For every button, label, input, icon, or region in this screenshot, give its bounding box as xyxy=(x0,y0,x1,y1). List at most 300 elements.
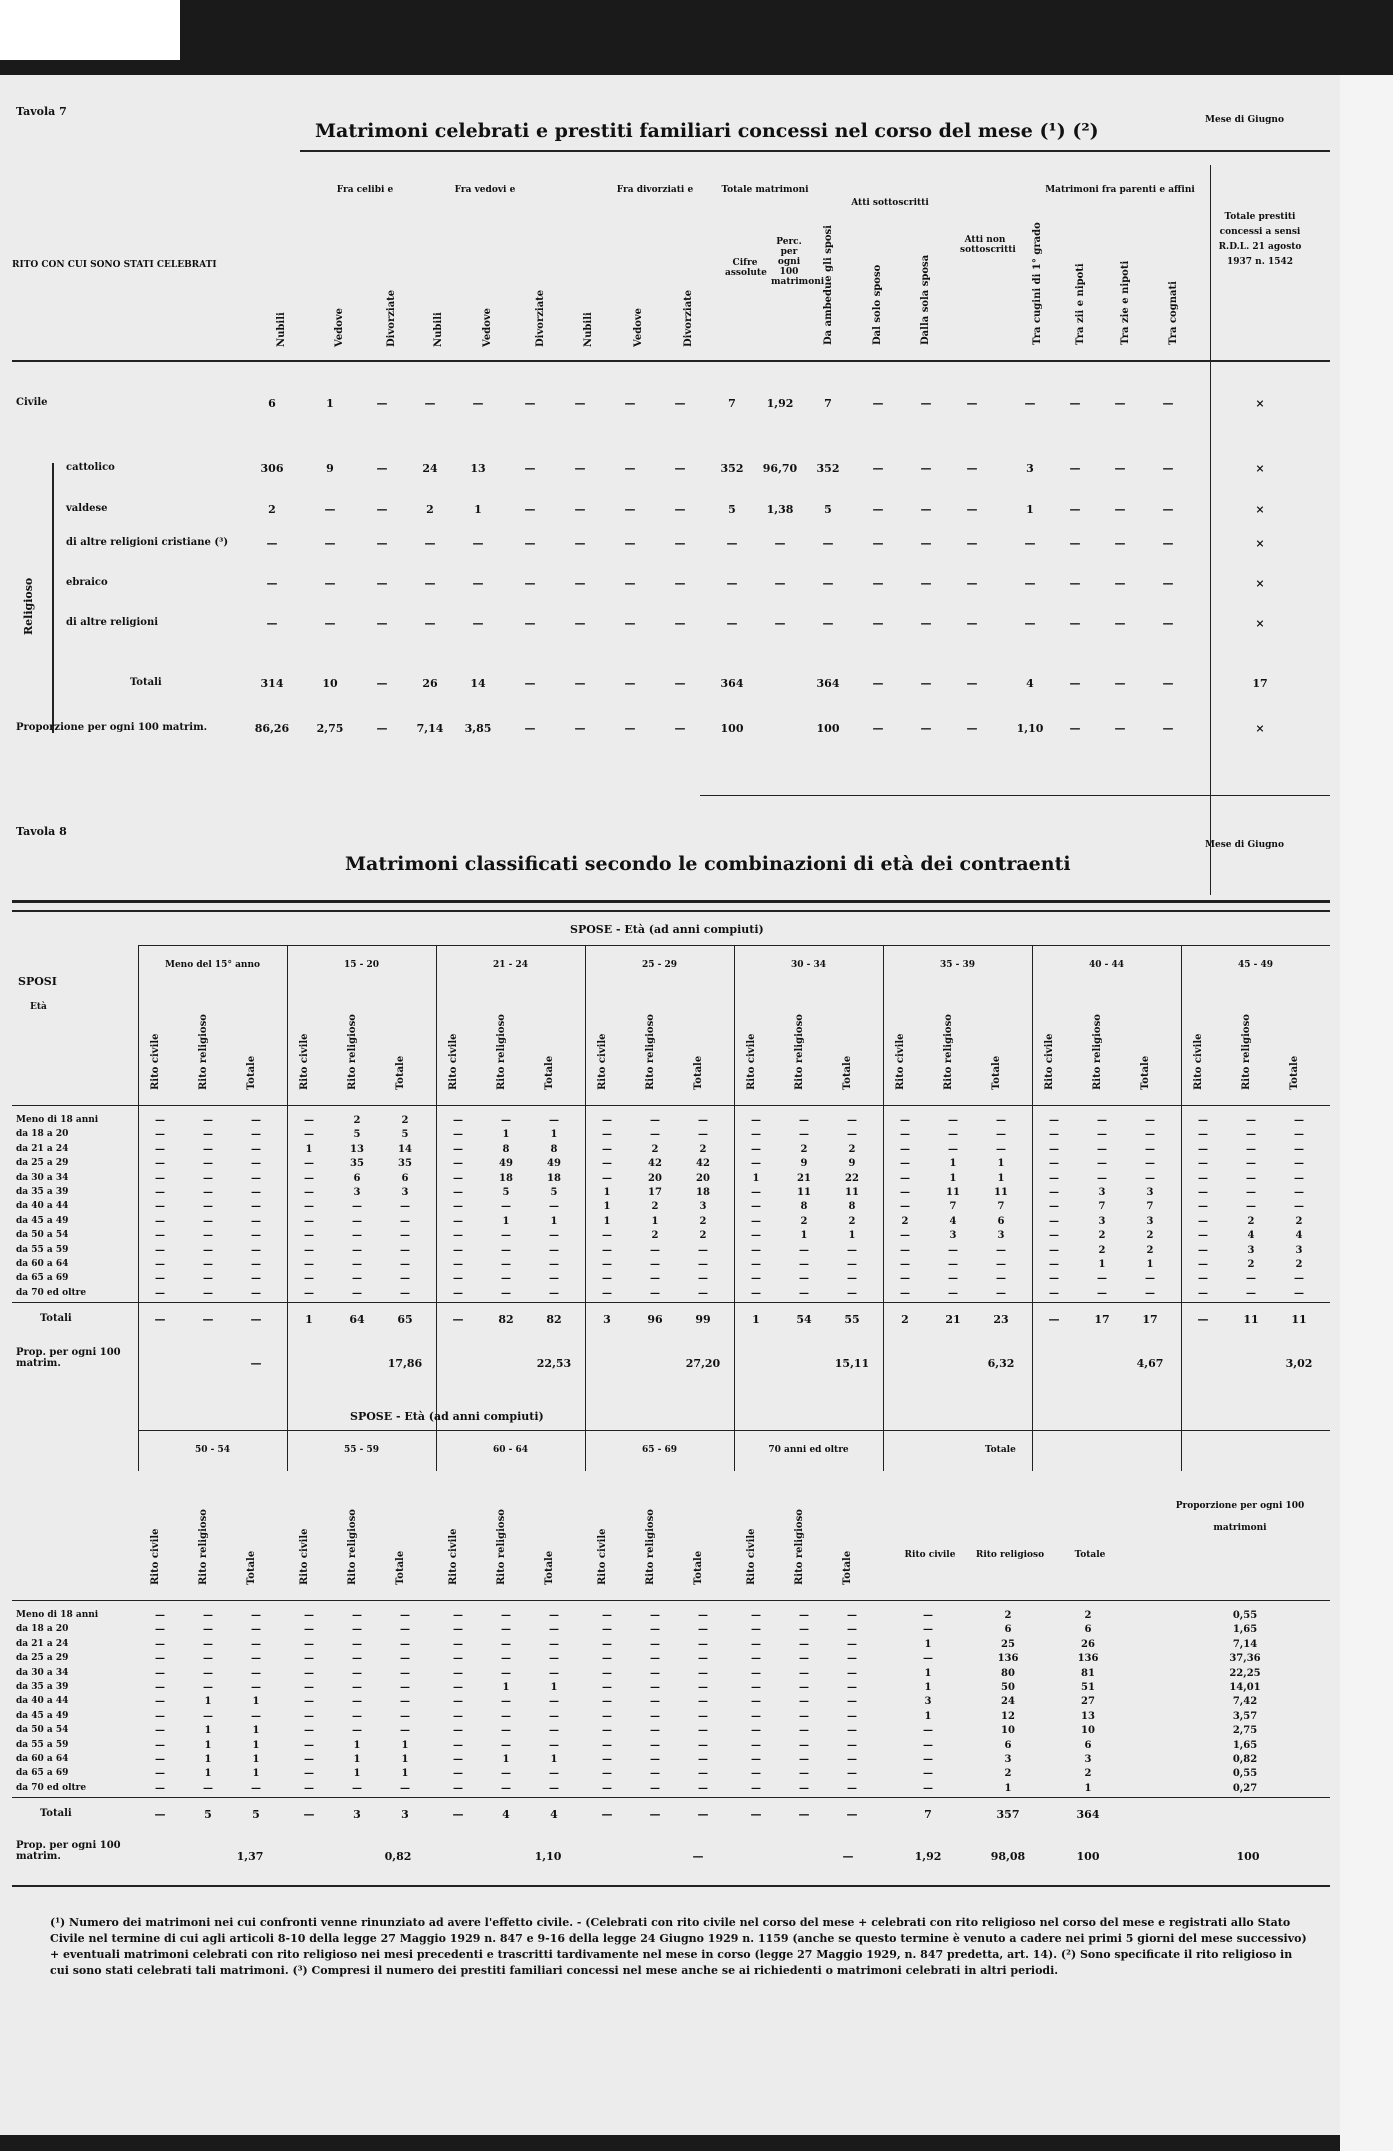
t8-sub-header-2: Totale xyxy=(842,1550,853,1585)
t7-cell: — xyxy=(920,722,932,735)
t8-top-cell: — xyxy=(352,1273,362,1285)
t8-top-cell: — xyxy=(751,1244,761,1256)
t8-top-total: 82 xyxy=(546,1313,562,1326)
t8-top-cell: — xyxy=(1198,1172,1208,1184)
t8-top-total: 2 xyxy=(901,1313,909,1326)
t8-bot-cell: — xyxy=(923,1653,933,1665)
t7-cell: — xyxy=(574,462,586,475)
t7-cell: 2 xyxy=(426,503,434,516)
t8-bot-cell: — xyxy=(847,1696,857,1708)
t8-top-cell: — xyxy=(251,1287,261,1299)
t8-bot-cell: — xyxy=(799,1782,809,1794)
t8-top-total: 65 xyxy=(397,1313,413,1326)
t8-top-cell: — xyxy=(847,1115,857,1126)
t8-sub-header-2: Rito religioso xyxy=(496,1509,507,1585)
t7-cell: — xyxy=(774,577,786,590)
t8-top-cell: — xyxy=(847,1244,857,1256)
t8-top-cell: — xyxy=(251,1244,261,1256)
t8-bot-cell: — xyxy=(751,1782,761,1794)
t8-top-cell: 2 xyxy=(848,1215,856,1227)
t8-bot-cell: — xyxy=(549,1624,559,1636)
t8-top-cell: 3 xyxy=(353,1187,361,1198)
t8-top-cell: 1 xyxy=(603,1215,611,1227)
t8-sub-header: Totale xyxy=(1140,1055,1151,1090)
t8-top-total: — xyxy=(154,1313,166,1326)
t7-col-divider xyxy=(1210,165,1211,895)
t7-cell: 1 xyxy=(474,503,482,516)
t8-bot-cell: 7,42 xyxy=(1232,1696,1258,1708)
t8-top-cell: — xyxy=(1049,1143,1059,1155)
t8-bot-cell: — xyxy=(923,1754,933,1765)
t8-bot-cell: — xyxy=(799,1696,809,1708)
t8-top-cell: — xyxy=(900,1115,910,1126)
t8-sposi-label: SPOSI xyxy=(18,975,57,988)
t7-cell: — xyxy=(376,577,388,590)
t8-bot-cell: 1 xyxy=(502,1754,510,1765)
t8-top-cell: — xyxy=(948,1259,958,1270)
t8-sub-header: Rito religioso xyxy=(347,1014,358,1090)
t8-top-cell: — xyxy=(400,1215,410,1227)
t7-cell: — xyxy=(524,462,536,475)
t8-bot-cell: 1,65 xyxy=(1232,1624,1258,1636)
t8-top-cell: 1 xyxy=(800,1230,808,1242)
t8-bot-cell: 81 xyxy=(1081,1667,1095,1679)
t7-cell: — xyxy=(674,397,686,410)
t8-bot-cell: — xyxy=(453,1624,463,1636)
t8-top-cell: — xyxy=(799,1115,809,1126)
t8-top-cell: — xyxy=(501,1287,511,1299)
t7-cell: — xyxy=(920,577,932,590)
t8-sub-header: Rito religioso xyxy=(1092,1014,1103,1090)
t8-top-cell: — xyxy=(549,1115,559,1126)
t7-sub-10: Cifre assolute xyxy=(725,258,767,278)
t8-totals-label: Totali xyxy=(40,1313,72,1324)
t8-sub-header: Rito religioso xyxy=(496,1014,507,1090)
t8-top-cell: — xyxy=(155,1158,165,1170)
t7-cell: — xyxy=(1162,397,1174,410)
t8-top-cell: 11 xyxy=(845,1187,859,1198)
t7-cell: — xyxy=(324,577,336,590)
t8-top-cell: 1 xyxy=(848,1230,856,1242)
t8-top-cell: — xyxy=(453,1273,463,1285)
t8-top-cell: — xyxy=(698,1244,708,1256)
t8-top-total: — xyxy=(1197,1313,1209,1326)
t7-sub-1: Nubili xyxy=(276,312,287,347)
t8-sub-header-2: Rito civile xyxy=(448,1528,459,1585)
t7-cell: 352 xyxy=(720,462,744,475)
t7-cell: — xyxy=(1069,677,1081,690)
t8-top-cell: — xyxy=(251,1115,261,1126)
t7-cell: 96,70 xyxy=(762,462,798,475)
t8-top-cell: — xyxy=(304,1259,314,1270)
t7-bottom-rule xyxy=(12,900,1330,903)
t7-cell: 7 xyxy=(824,397,832,410)
t7-row-label: cattolico xyxy=(66,462,115,473)
t8-top-cell: — xyxy=(1294,1143,1304,1155)
t8-top-cell: — xyxy=(847,1287,857,1299)
t8-bot-cell: 1 xyxy=(204,1739,212,1751)
t8-top-total: 17 xyxy=(1094,1313,1110,1326)
t8-top-cell: — xyxy=(602,1259,612,1270)
t8-age-group-2: 60 - 64 xyxy=(492,1445,529,1455)
t7-row-label: di altre religioni xyxy=(66,617,159,628)
t7-cell: — xyxy=(424,617,436,630)
t8-bot-cell: 2 xyxy=(1004,1610,1012,1621)
t8-bot-cell: — xyxy=(923,1768,933,1780)
t8-top-cell: 3 xyxy=(1146,1215,1154,1227)
t8-top-cell: 2 xyxy=(1295,1215,1303,1227)
t7-cell: — xyxy=(472,537,484,550)
t8-top-cell: — xyxy=(352,1201,362,1213)
t8-bot-cell: — xyxy=(650,1682,660,1693)
t8-top-cell: — xyxy=(1246,1172,1256,1184)
t7-sub-12: Da ambedue gli sposi xyxy=(823,225,834,345)
t8-bot-cell: 14,01 xyxy=(1229,1682,1261,1693)
t8-top-cell: 5 xyxy=(401,1129,409,1141)
t8-top-cell: 1 xyxy=(949,1158,957,1170)
t8-top-cell: — xyxy=(1145,1158,1155,1170)
t7-sub-13: Dal solo sposo xyxy=(872,264,883,345)
t8-top-cell: — xyxy=(1246,1187,1256,1198)
t8-top-cell: 22 xyxy=(845,1172,859,1184)
document-page xyxy=(0,75,1340,2135)
t8-top-cell: — xyxy=(251,1172,261,1184)
t8-bot-cell: — xyxy=(501,1768,511,1780)
t8-bot-cell: — xyxy=(698,1653,708,1665)
t8-bot-cell: 50 xyxy=(1001,1682,1015,1693)
t8-top-cell: — xyxy=(1049,1172,1059,1184)
t8-bot-cell: — xyxy=(453,1725,463,1737)
t8-bot-cell: — xyxy=(698,1624,708,1636)
t8-top-cell: — xyxy=(251,1187,261,1198)
t7-cell: — xyxy=(872,462,884,475)
t8-bot-cell: 12 xyxy=(1001,1710,1015,1722)
t7-cell: — xyxy=(1114,503,1126,516)
t8-top-total: 23 xyxy=(993,1313,1009,1326)
t8-bot-cell: — xyxy=(698,1696,708,1708)
t8-top-cell: — xyxy=(155,1244,165,1256)
t8-top-cell: — xyxy=(203,1201,213,1213)
t8-bot-cell: — xyxy=(847,1624,857,1636)
t8-top-total: 17 xyxy=(1142,1313,1158,1326)
t8-top-cell: — xyxy=(698,1259,708,1270)
t8-top-cell: — xyxy=(1097,1143,1107,1155)
t8-top-cell: — xyxy=(698,1273,708,1285)
t8-top-cell: — xyxy=(1097,1172,1107,1184)
t8-top-cell: — xyxy=(1246,1201,1256,1213)
t7-cell: — xyxy=(376,617,388,630)
t8-top-cell: — xyxy=(1049,1115,1059,1126)
t7-cell: — xyxy=(574,677,586,690)
t8-sub-header-2: Totale xyxy=(246,1550,257,1585)
t8-top-cell: — xyxy=(698,1287,708,1299)
t8-top-header-rule xyxy=(12,1105,1330,1106)
t8-bot-cell: 1 xyxy=(252,1739,260,1751)
t8-top-cell: — xyxy=(501,1244,511,1256)
t7-sub-11: Perc. per ogni 100 matrimoni xyxy=(771,237,825,287)
t8-bot-prop: 100 xyxy=(1076,1850,1100,1863)
t8-top-total: 3 xyxy=(603,1313,611,1326)
t8-bot-cell: — xyxy=(453,1768,463,1780)
t7-row-label: valdese xyxy=(66,503,108,514)
t8-top-cell: — xyxy=(304,1158,314,1170)
t8-bot-cell: 25 xyxy=(1001,1638,1015,1650)
t8-row-label-2: da 70 ed oltre xyxy=(16,1782,87,1793)
t8-top-cell: — xyxy=(900,1129,910,1141)
t8-bot-cell: — xyxy=(799,1739,809,1751)
t7-cell: — xyxy=(1069,722,1081,735)
t8-top-cell: — xyxy=(155,1187,165,1198)
t8-bot-total: — xyxy=(697,1808,709,1821)
t8-top-cell: 2 xyxy=(651,1201,659,1213)
t8-top-cell: — xyxy=(1246,1287,1256,1299)
t8-bot-cell: — xyxy=(799,1624,809,1636)
t8-bot-cell: — xyxy=(501,1710,511,1722)
t7-cell: 14 xyxy=(470,677,486,690)
t8-top-cell: — xyxy=(1145,1115,1155,1126)
t8-top-cell: 6 xyxy=(353,1172,361,1184)
t8-bottom-rule xyxy=(12,1885,1330,1887)
t8-top-cell: 2 xyxy=(651,1143,659,1155)
t8-row-label-2: da 45 a 49 xyxy=(16,1710,69,1721)
t7-cell: — xyxy=(624,722,636,735)
t8-bot-cell: — xyxy=(155,1725,165,1737)
t8-top-total: 55 xyxy=(844,1313,860,1326)
t8-bot-cell: 1 xyxy=(252,1696,260,1708)
t8-bot-cell: — xyxy=(549,1782,559,1794)
t8-top-cell: — xyxy=(304,1244,314,1256)
t8-top-cell: — xyxy=(1049,1287,1059,1299)
t8-bot-cell: — xyxy=(799,1754,809,1765)
t8-bot-cell: — xyxy=(155,1682,165,1693)
t8-group-divider xyxy=(287,946,288,1471)
t8-sub-header: Totale xyxy=(842,1055,853,1090)
t7-cell: — xyxy=(872,397,884,410)
t8-tot-sub: Rito civile xyxy=(904,1550,956,1560)
t7-cell: — xyxy=(524,722,536,735)
t8-top-prop: — xyxy=(250,1357,262,1370)
t8-top-cell: — xyxy=(900,1244,910,1256)
t8-top-cell: — xyxy=(400,1230,410,1242)
t8-top-prop: 22,53 xyxy=(536,1357,572,1370)
t8-bot-cell: 1 xyxy=(353,1754,361,1765)
t8-top-cell: 1 xyxy=(305,1143,313,1155)
t8-top-cell: — xyxy=(549,1259,559,1270)
t8-top-cell: 2 xyxy=(1247,1259,1255,1270)
t8-bot-cell: — xyxy=(501,1782,511,1794)
t8-top-cell: — xyxy=(751,1115,761,1126)
t8-totals-label-2: Totali xyxy=(40,1808,72,1819)
t8-bot-cell: — xyxy=(304,1610,314,1621)
t8-top-cell: — xyxy=(1049,1129,1059,1141)
t8-bot-cell: — xyxy=(751,1624,761,1636)
t8-bot-cell: — xyxy=(549,1653,559,1665)
t7-cell: — xyxy=(1069,397,1081,410)
t8-sub-header: Rito religioso xyxy=(794,1014,805,1090)
t7-cell: — xyxy=(1024,397,1036,410)
t8-top-cell: 35 xyxy=(398,1158,412,1170)
t7-sub-6: Divorziate xyxy=(535,289,546,347)
t8-bot-cell: — xyxy=(698,1768,708,1780)
t8-top-cell: 3 xyxy=(1098,1215,1106,1227)
t8-bot-cell: 51 xyxy=(1081,1682,1095,1693)
t8-group-divider xyxy=(138,946,139,1471)
t7-cell: — xyxy=(822,577,834,590)
t8-top-cell: 7 xyxy=(1146,1201,1154,1213)
t8-label: Tavola 8 xyxy=(16,825,67,838)
t8-top-cell: — xyxy=(650,1115,660,1126)
t7-cell: — xyxy=(726,577,738,590)
t8-row-label: da 70 ed oltre xyxy=(16,1287,87,1298)
t7-cell: — xyxy=(1069,462,1081,475)
t8-prop-row-label: Prop. per ogni 100 matrim. xyxy=(16,1347,121,1369)
t8-bot-cell: 3 xyxy=(1084,1754,1092,1765)
t7-group-atti: Atti sottoscritti xyxy=(851,198,929,208)
t8-bot-cell: — xyxy=(352,1610,362,1621)
t7-group-parenti: Matrimoni fra parenti e affini xyxy=(1045,185,1195,195)
t8-top-cell: 2 xyxy=(800,1143,808,1155)
t8-bot-cell: — xyxy=(847,1710,857,1722)
t8-sub-header-2: Rito civile xyxy=(746,1528,757,1585)
t7-cell: 306 xyxy=(260,462,284,475)
t8-bot-cell: — xyxy=(155,1653,165,1665)
t8-bot-cell: — xyxy=(251,1682,261,1693)
t8-top-cell: — xyxy=(1294,1115,1304,1126)
t8-bot-cell: — xyxy=(352,1638,362,1650)
t7-cell: 100 xyxy=(816,722,840,735)
t8-group-divider xyxy=(1181,946,1182,1471)
t8-top-cell: — xyxy=(203,1259,213,1270)
t8-top-cell: — xyxy=(352,1215,362,1227)
t8-top-cell: — xyxy=(650,1259,660,1270)
t7-sub-3: Divorziate xyxy=(386,289,397,347)
t8-bot-cell: — xyxy=(847,1667,857,1679)
t7-cell: 1 xyxy=(326,397,334,410)
t8-bot-cell: — xyxy=(400,1782,410,1794)
t8-bot-cell: 1 xyxy=(252,1725,260,1737)
t8-bot-cell: — xyxy=(650,1653,660,1665)
t8-row-label-2: da 40 a 44 xyxy=(16,1696,69,1707)
t8-top-cell: — xyxy=(799,1244,809,1256)
t7-cell: — xyxy=(524,617,536,630)
t8-top-cell: 1 xyxy=(1146,1259,1154,1270)
t8-bot-cell: — xyxy=(698,1667,708,1679)
t8-top-cell: — xyxy=(453,1230,463,1242)
t8-title-rule xyxy=(12,910,1330,912)
t8-top-cell: — xyxy=(847,1129,857,1141)
page-edge xyxy=(1340,75,1393,2151)
t8-bot-cell: — xyxy=(799,1667,809,1679)
t8-top-cell: — xyxy=(900,1201,910,1213)
t7-cell: — xyxy=(920,617,932,630)
t8-top-cell: — xyxy=(1145,1172,1155,1184)
t8-top-cell: — xyxy=(549,1273,559,1285)
t7-cell: — xyxy=(774,617,786,630)
t7-cell: — xyxy=(872,537,884,550)
t8-group-divider xyxy=(436,946,437,1471)
t8-bot-cell: — xyxy=(751,1739,761,1751)
t8-row-label: da 65 a 69 xyxy=(16,1273,69,1284)
t8-row-label-2: da 21 a 24 xyxy=(16,1638,69,1649)
t8-bot-cell: — xyxy=(304,1725,314,1737)
t8-age-group: 45 - 49 xyxy=(1237,960,1274,970)
t7-cell: — xyxy=(674,462,686,475)
t8-bot-cell: 3 xyxy=(924,1696,932,1708)
t7-cell: — xyxy=(376,462,388,475)
t8-bot-cell: — xyxy=(304,1682,314,1693)
t8-top-cell: 9 xyxy=(800,1158,808,1170)
t8-top-cell: 11 xyxy=(994,1187,1008,1198)
t7-row-label: Civile xyxy=(16,397,48,408)
t8-top-cell: — xyxy=(602,1115,612,1126)
t8-bot-cell: — xyxy=(453,1682,463,1693)
t8-bot-cell: — xyxy=(602,1754,612,1765)
t8-bot-cell: — xyxy=(251,1638,261,1650)
t7-cell: — xyxy=(624,617,636,630)
t8-row-label-2: da 55 a 59 xyxy=(16,1739,69,1750)
t8-bot-cell: — xyxy=(155,1710,165,1722)
t7-sub-14: Dalla sola sposa xyxy=(920,254,931,345)
t7-cell: — xyxy=(822,537,834,550)
t8-bot-cell: 24 xyxy=(1001,1696,1015,1708)
t8-sub-header-2: Rito religioso xyxy=(347,1509,358,1585)
t7-cell: — xyxy=(872,503,884,516)
t8-bot-cell: — xyxy=(203,1782,213,1794)
t8-sub-header: Totale xyxy=(544,1055,555,1090)
t8-top-cell: 11 xyxy=(797,1187,811,1198)
t8-top-cell: 3 xyxy=(1247,1244,1255,1256)
t8-top-cell: — xyxy=(650,1273,660,1285)
t8-top-cell: — xyxy=(251,1129,261,1141)
t8-row-label-2: da 50 a 54 xyxy=(16,1725,69,1736)
t7-cell: 5 xyxy=(728,503,736,516)
t8-month: Mese di Giugno xyxy=(1205,840,1284,850)
t8-bot-cell: — xyxy=(847,1638,857,1650)
t7-cell: — xyxy=(624,397,636,410)
t8-top-cell: — xyxy=(602,1172,612,1184)
t8-bot-cell: — xyxy=(923,1725,933,1737)
t7-cell: 1,92 xyxy=(766,397,794,410)
t8-top-total: — xyxy=(250,1313,262,1326)
t8-bot-cell: 1 xyxy=(924,1682,932,1693)
t8-bot-cell: — xyxy=(400,1610,410,1621)
t8-bot-cell: 1 xyxy=(550,1682,558,1693)
t7-month: Mese di Giugno xyxy=(1205,115,1284,125)
t8-bot-cell: — xyxy=(602,1768,612,1780)
t8-top-cell: 3 xyxy=(949,1230,957,1242)
t8-row-label: Meno di 18 anni xyxy=(16,1115,99,1125)
t8-bot-cell: — xyxy=(602,1782,612,1794)
t7-cell: 4 xyxy=(1026,677,1034,690)
t8-top-cell: — xyxy=(1049,1244,1059,1256)
t7-cell: — xyxy=(624,537,636,550)
t8-top-cell: — xyxy=(155,1201,165,1213)
t8-top-cell: — xyxy=(1198,1244,1208,1256)
t8-top-cell: — xyxy=(251,1158,261,1170)
t8-bot-cell: 0,27 xyxy=(1232,1782,1258,1794)
t7-cell: — xyxy=(920,503,932,516)
t8-top-cell: — xyxy=(453,1201,463,1213)
t7-cell: — xyxy=(472,617,484,630)
t8-top-cell: 1 xyxy=(603,1187,611,1198)
t8-top-cell: — xyxy=(602,1143,612,1155)
t8-top-cell: — xyxy=(453,1115,463,1126)
t8-bot-cell: — xyxy=(847,1725,857,1737)
t8-top-cell: 42 xyxy=(696,1158,710,1170)
t8-bot-cell: — xyxy=(698,1710,708,1722)
t7-cell: — xyxy=(324,537,336,550)
t7-cell: 2 xyxy=(268,503,276,516)
